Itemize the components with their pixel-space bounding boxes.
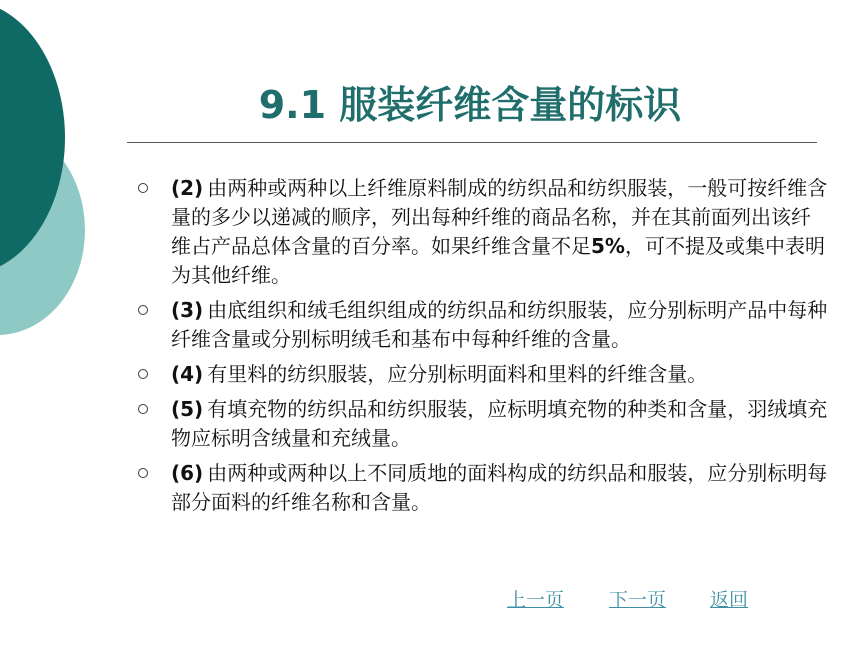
item-emphasis: 5% — [591, 234, 625, 258]
circle-bullet-icon — [138, 183, 148, 193]
circle-bullet-icon — [138, 369, 148, 379]
item-text: 由底组织和绒毛组织组成的纺织品和纺织服装，应分别标明产品中每种纤维含量或分别标明绒毛和基布中每种纤维的含量。 — [171, 298, 828, 351]
item-text: 有填充物的纺织品和纺织服装，应标明填充物的种类和含量，羽绒填充物应标明含绒量和充绒量。 — [171, 397, 828, 450]
circle-bullet-icon — [138, 305, 148, 315]
item-text: 由两种或两种以上纤维原料制成的纺织品和纺织服装，一般可按纤维含量的多少以递减的顺序，列出每种纤维的商品名称，并在其前面列出该纤维占产品总体含量的百分率。如果纤维含量不足 — [171, 176, 828, 258]
list-item — [138, 459, 828, 517]
list-item — [138, 174, 828, 290]
circle-bullet-icon — [138, 404, 148, 414]
back-link[interactable]: 返回 — [710, 589, 749, 611]
list-item — [138, 360, 828, 389]
bullet-list — [138, 174, 828, 523]
circle-bullet-icon — [138, 468, 148, 478]
list-item — [138, 395, 828, 453]
item-text: 由两种或两种以上不同质地的面料构成的纺织品和服装，应分别标明每部分面料的纤维名称和含量。 — [171, 461, 828, 514]
item-number: (2) — [171, 176, 204, 200]
item-number: (4) — [171, 362, 204, 386]
item-text-tail: ，可不提及或集中表明为其他纤维。 — [171, 234, 825, 287]
next-page-link[interactable]: 下一页 — [609, 589, 667, 611]
slide-title: 9.1 服装纤维含量的标识 — [258, 83, 682, 127]
item-text: 有里料的纺织服装，应分别标明面料和里料的纤维含量。 — [207, 362, 708, 386]
item-number: (3) — [171, 298, 204, 322]
item-number: (5) — [171, 397, 204, 421]
prev-page-link[interactable]: 上一页 — [507, 589, 565, 611]
list-item — [138, 296, 828, 354]
title-divider — [127, 142, 817, 143]
item-number: (6) — [171, 461, 204, 485]
